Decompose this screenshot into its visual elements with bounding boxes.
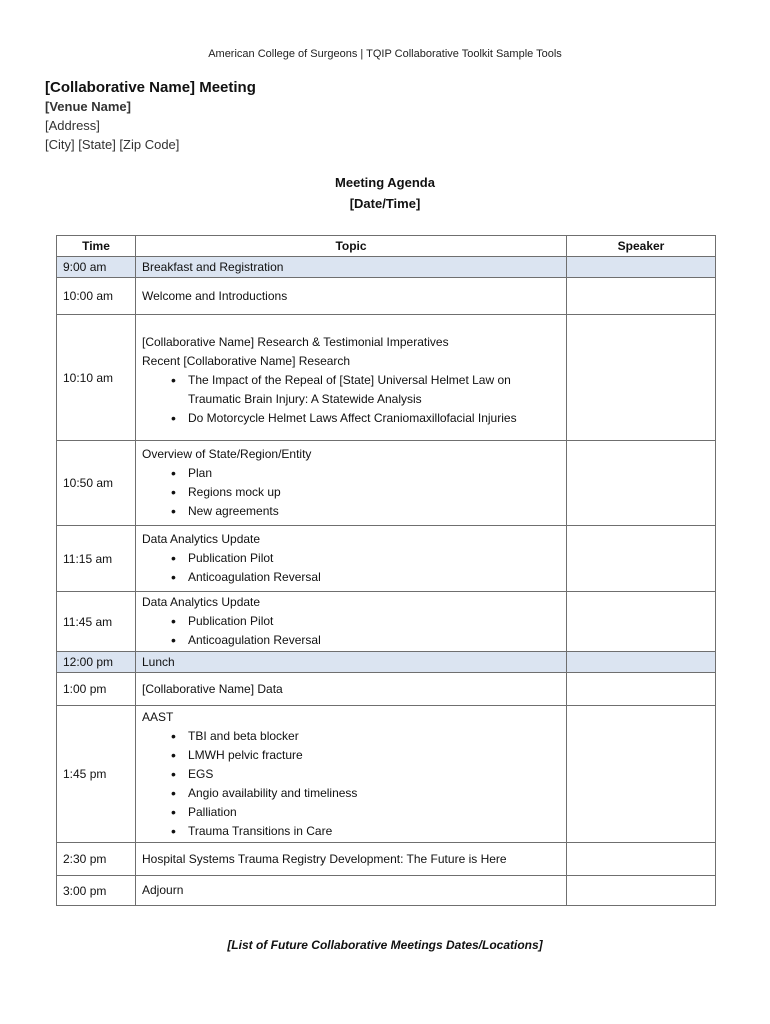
agenda-time: 1:45 pm (57, 706, 136, 843)
agenda-speaker (567, 526, 716, 592)
agenda-time: 1:00 pm (57, 673, 136, 706)
agenda-time: 10:50 am (57, 441, 136, 526)
agenda-title: Meeting Agenda (335, 175, 435, 190)
agenda-time: 2:30 pm (57, 843, 136, 876)
agenda-topic (136, 673, 567, 706)
agenda-bullet-item: • LMWH pelvic fracture (188, 746, 560, 765)
agenda-speaker (567, 673, 716, 706)
agenda-topic-line: Lunch (142, 654, 175, 669)
agenda-bullet-item: • Anticoagulation Reversal (188, 568, 560, 587)
agenda-bullet-item: • Publication Pilot (188, 549, 560, 568)
agenda-topic-line: Overview of State/Region/Entity (142, 447, 312, 461)
agenda-row (57, 876, 716, 906)
meeting-title: [Collaborative Name] Meeting (45, 79, 256, 96)
agenda-topic (136, 278, 567, 315)
agenda-table (56, 235, 716, 906)
agenda-topic (136, 441, 567, 526)
agenda-time: 9:00 am (57, 257, 136, 278)
agenda-speaker (567, 441, 716, 526)
agenda-date: [Date/Time] (349, 196, 421, 211)
agenda-topic (136, 706, 567, 843)
agenda-body (57, 257, 716, 906)
agenda-topic-line: [Collaborative Name] Research & Testimonial Imperatives (142, 335, 449, 349)
agenda-topic-line: Welcome and Introductions (142, 288, 288, 303)
agenda-bullet-list (142, 549, 560, 587)
agenda-topic-line: Hospital Systems Trauma Registry Development: The Future is Here (142, 851, 507, 866)
agenda-topic (136, 876, 567, 906)
agenda-topic (136, 652, 567, 673)
agenda-speaker (567, 652, 716, 673)
agenda-topic-line: Breakfast and Registration (142, 259, 284, 274)
agenda-topic-line: Recent [Collaborative Name] Research (142, 354, 351, 368)
agenda-row (57, 278, 716, 315)
future-meetings-note: [List of Future Collaborative Meetings Dates/Locations] (227, 938, 543, 952)
agenda-time: 11:45 am (57, 592, 136, 652)
agenda-speaker (567, 843, 716, 876)
venue-name: [Venue Name] (45, 99, 131, 114)
agenda-bullet-item: • Palliation (188, 803, 560, 822)
agenda-topic-line: AAST (142, 709, 174, 724)
agenda-bullet-item: • Anticoagulation Reversal (188, 631, 560, 650)
agenda-topic-line: Data Analytics Update (142, 595, 261, 609)
agenda-row (57, 526, 716, 592)
column-header-topic: Topic (136, 236, 567, 257)
agenda-bullet-item: • Angio availability and timeliness (188, 784, 560, 803)
agenda-topic-line: [Collaborative Name] Data (142, 681, 283, 696)
agenda-topic (136, 526, 567, 592)
agenda-speaker (567, 315, 716, 441)
agenda-row (57, 257, 716, 278)
document-header: American College of Surgeons | TQIP Collaborative Toolkit Sample Tools (208, 48, 562, 60)
agenda-bullet-item: • Plan (188, 464, 560, 483)
agenda-speaker (567, 278, 716, 315)
venue-address: [Address] (45, 118, 100, 133)
agenda-bullet-item: • TBI and beta blocker (188, 727, 560, 746)
agenda-bullet-list (142, 727, 560, 841)
agenda-bullet-item: • Publication Pilot (188, 612, 560, 631)
column-header-speaker: Speaker (567, 236, 716, 257)
agenda-bullet-item: • Trauma Transitions in Care (188, 822, 560, 841)
agenda-topic (136, 843, 567, 876)
agenda-row (57, 673, 716, 706)
agenda-topic-line: Adjourn (142, 883, 184, 897)
agenda-topic (136, 592, 567, 652)
column-header-time: Time (57, 236, 136, 257)
agenda-topic (136, 315, 567, 441)
agenda-bullet-list (142, 371, 560, 428)
agenda-header-row (57, 236, 716, 257)
agenda-speaker (567, 706, 716, 843)
agenda-bullet-item: • Regions mock up (188, 483, 560, 502)
agenda-row (57, 592, 716, 652)
venue-city-state-zip: [City] [State] [Zip Code] (45, 137, 180, 152)
agenda-bullet-list (142, 612, 560, 650)
agenda-row (57, 652, 716, 673)
agenda-row (57, 706, 716, 843)
agenda-row (57, 843, 716, 876)
agenda-speaker (567, 257, 716, 278)
agenda-time: 10:10 am (57, 315, 136, 441)
agenda-time: 12:00 pm (57, 652, 136, 673)
agenda-topic-line: Data Analytics Update (142, 532, 261, 546)
agenda-bullet-item: • Do Motorcycle Helmet Laws Affect Craniomaxillofacial Injuries (188, 409, 560, 428)
agenda-time: 10:00 am (57, 278, 136, 315)
agenda-bullet-item: • The Impact of the Repeal of [State] Universal Helmet Law on Traumatic Brain Injury: A Statewide Analysis (188, 371, 560, 409)
agenda-bullet-item: • EGS (188, 765, 560, 784)
agenda-time: 11:15 am (57, 526, 136, 592)
agenda-speaker (567, 876, 716, 906)
agenda-topic (136, 257, 567, 278)
agenda-row (57, 315, 716, 441)
agenda-bullet-list (142, 464, 560, 521)
agenda-bullet-item: • New agreements (188, 502, 560, 521)
agenda-row (57, 441, 716, 526)
agenda-time: 3:00 pm (57, 876, 136, 906)
agenda-speaker (567, 592, 716, 652)
